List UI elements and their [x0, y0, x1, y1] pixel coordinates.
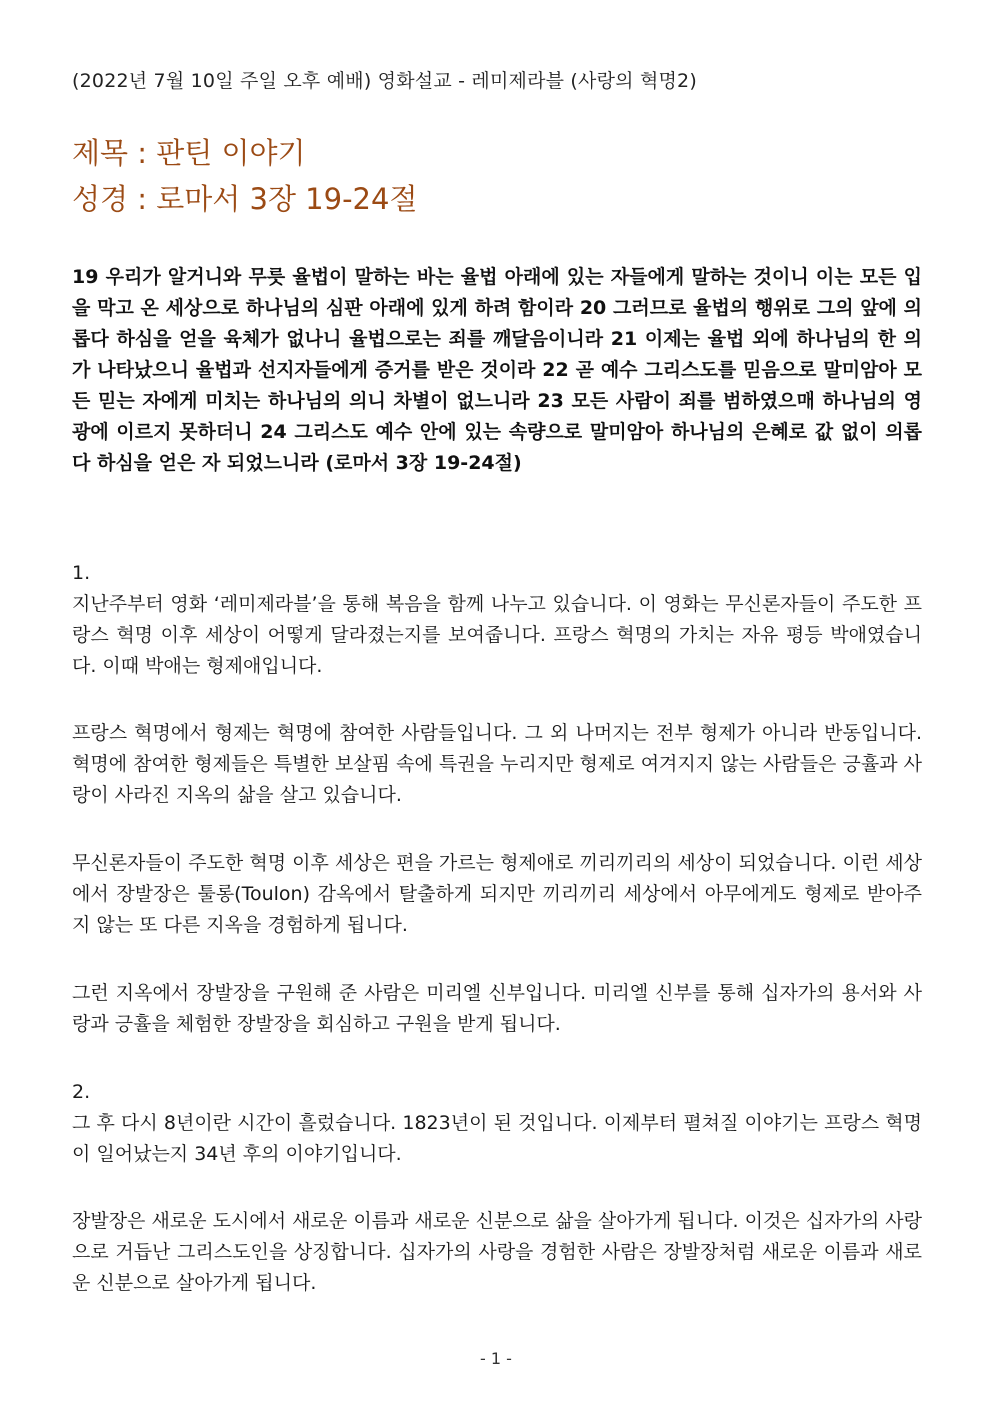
sermon-header: (2022년 7월 10일 주일 오후 예배) 영화설교 - 레미제라블 (사랑의 혁명2): [72, 70, 697, 92]
page-number: - 1 -: [480, 1349, 512, 1368]
section-1-paragraph-3: 무신론자들이 주도한 혁명 이후 세상은 편을 가르는 형제애로 끼리끼리의 세상이 되었습니다. 이런 세상에서 장발장은 툴롱(Toulon) 감옥에서 탈출하게 되지만 끼리끼리 세상에서 아무에게도 형제로 받아주지 않는 또 다른 지옥을 경험하게 됩니다.: [72, 852, 922, 936]
section-1-paragraph-4: 그런 지옥에서 장발장을 구원해 준 사람은 미리엘 신부입니다. 미리엘 신부를 통해 십자가의 용서와 사랑과 긍휼을 체험한 장발장을 회심하고 구원을 받게 됩니다.: [72, 982, 922, 1035]
section-1-number: 1.: [72, 562, 91, 584]
section-1-paragraph-1: 지난주부터 영화 ‘레미제라블’을 통해 복음을 함께 나누고 있습니다. 이 영화는 무신론자들이 주도한 프랑스 혁명 이후 세상이 어떻게 달라졌는지를 보여줍니다. 프랑스 혁명의 가치는 자유 평등 박애였습니다. 이때 박애는 형제애입니다.: [72, 593, 922, 677]
section-2-paragraph-2: 장발장은 새로운 도시에서 새로운 이름과 새로운 신분으로 삶을 살아가게 됩니다. 이것은 십자가의 사랑으로 거듭난 그리스도인을 상징합니다. 십자가의 사랑을 경험한 사람은 장발장처럼 새로운 이름과 새로운 신분으로 살아가게 됩니다.: [72, 1210, 922, 1294]
title-block: [72, 130, 417, 222]
scripture-passage: 19 우리가 알거니와 무릇 율법이 말하는 바는 율법 아래에 있는 자들에게 말하는 것이니 이는 모든 입을 막고 온 세상으로 하나님의 심판 아래에 있게 하려 함이라 20 그러므로 율법의 행위로 그의 앞에 의롭다 하심을 얻을 육체가 없나니 율법으로는 죄를 깨달음이니라 21 이제는 율법 외에 하나님의 한 의가 나타났으니 율법과 선지자들에게 증거를 받은 것이라 22 곧 예수 그리스도를 믿음으로 말미암아 모든 믿는 자에게 미치는 하나님의 의니 차별이 없느니라 23 모든 사람이 죄를 범하였으매 하나님의 영광에 이르지 못하더니 24 그리스도 예수 안에 있는 속량으로 말미암아 하나님의 은혜로 값 없이 의롭다 하심을 얻은 자 되었느니라 (로마서 3장 19-24절): [72, 266, 922, 474]
scripture-reference: 성경 : 로마서 3장 19-24절: [72, 182, 418, 216]
section-2-paragraph-1: 그 후 다시 8년이란 시간이 흘렀습니다. 1823년이 된 것입니다. 이제부터 펼쳐질 이야기는 프랑스 혁명이 일어났는지 34년 후의 이야기입니다.: [72, 1112, 922, 1165]
section-1-paragraph-2: 프랑스 혁명에서 형제는 혁명에 참여한 사람들입니다. 그 외 나머지는 전부 형제가 아니라 반동입니다. 혁명에 참여한 형제들은 특별한 보살핌 속에 특권을 누리지만 형제로 여겨지지 않는 사람들은 긍휼과 사랑이 사라진 지옥의 삶을 살고 있습니다.: [72, 722, 922, 806]
sermon-title: 제목 : 판틴 이야기: [72, 136, 306, 170]
section-2-number: 2.: [72, 1081, 91, 1103]
